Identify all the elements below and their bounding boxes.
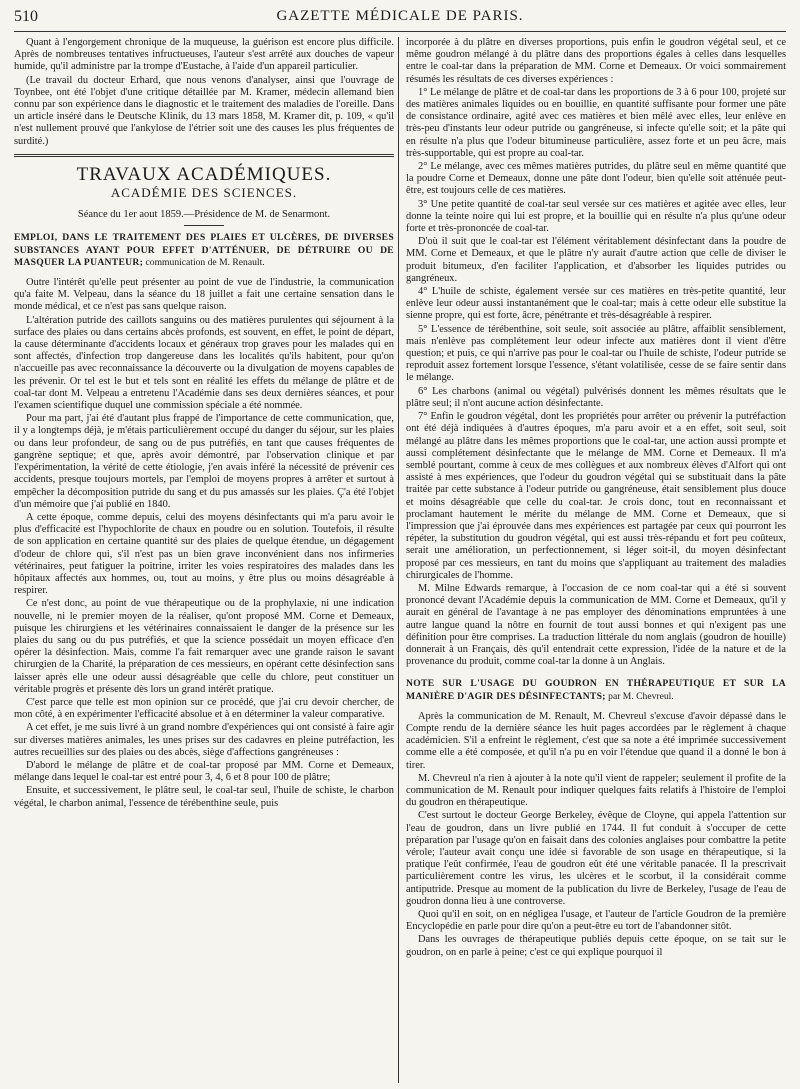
paragraph: A cette époque, comme depuis, celui des moyens désinfectants qui m'a paru avoir le plus d'efficacité est l'hypochlorite de chaux en poudre ou en solution. Toutefois, il résulte de son application en certaine quantité sur des plaies de quelque étendue, un dégagement d'odeur de chlore qui, s'il n'est pas un bien grave inconvénient dans nos infirmeries vétérinaires, peut fatiguer la poitrine, irriter les voies respiratoires des malades dans les hôpitaux affectés aux hommes, ou, tout au moins, y être plus ou moins désagréable à respirer. bbox=[14, 511, 394, 597]
article-heading-author: communication de M. Renault. bbox=[143, 256, 265, 268]
paragraph: 2° Le mélange, avec ces mêmes matières putrides, du plâtre seul en même quantité que la poudre Corne et Demeaux, donne une pâte dont l'odeur, bien qu'elle soit atténuée peut-être, est toujours celle de ces matières. bbox=[406, 161, 786, 197]
paragraph: Quant à l'engorgement chronique de la muqueuse, la guérison est encore plus difficile. Après de nombreuses tentatives infructueuses, l'auteur s'est arrêté aux douches de vapeur humide, qu'il administre par la trompe d'Eustache, à l'aide d'un appareil particulier. bbox=[14, 37, 394, 73]
page-number: 510 bbox=[14, 8, 38, 25]
paragraph: Après la communication de M. Renault, M. Chevreul s'excuse d'avoir dépassé dans le Compte rendu de la dernière séance les huit pages accordées par le règlement à chaque académicien. S'il a enfreint le règlement, c'est que sa note a été imprimée successivement comme elle a été composée, et qu'il n'a pu en voir l'étendue que quand il a donné le bon à tirer. bbox=[406, 710, 786, 771]
paragraph: M. Milne Edwards remarque, à l'occasion de ce nom coal-tar qui a été si souvent prononcé devant l'Académie depuis la communication de MM. Corne et Demeaux, qu'il y aurait en général de l'avantage à ne pas employer des dénominations empruntées à une autre langue quand la nôtre en fournit de tout aussi bonnes et qui n'exigent pas une définition pour être comprises. La traduction littérale du nom anglais (goudron de houille) donnerait à un Français, dès qu'il entendrait cette expression, l'idée de la nature et de la provenance du produit, comme coal-tar la donne à un Anglais. bbox=[406, 582, 786, 668]
article-heading-caps: EMPLOI, DANS LE TRAITEMENT DES PLAIES ET ULCÈRES, DE DIVERSES SUBSTANCES AYANT POUR EFFET D'ATTÉNUER, DE DÉTRUIRE OU DE MASQUER LA PUANTEUR; bbox=[14, 232, 394, 268]
paragraph: Ce n'est donc, au point de vue thérapeutique ou de la prophylaxie, ni une indication nouvelle, ni le premier moyen de la réaliser, qu'ont proposé MM. Corne et Demeaux, puisque les chirurgiens et les vétérinaires connaissaient le danger de la présence sur les plaies du sang ou du pus putréfiés, et que la science possédait un moyen efficace d'en opérer la désinfection. Mais, comme l'a fait remarquer avec une grande raison le savant chirurgien de la Charité, la préparation de ces messieurs, en opérant cette désinfection sans laisser après elle une odeur aussi désagréable que celle du chlore, peut constituer un véritable progrès et présente dès lors un grand intérêt pratique. bbox=[14, 598, 394, 695]
left-column bbox=[14, 37, 394, 1083]
article-heading-author: par M. Chevreul. bbox=[605, 690, 674, 702]
journal-title: GAZETTE MÉDICALE DE PARIS. bbox=[276, 8, 524, 24]
paragraph: Outre l'intérêt qu'elle peut présenter au point de vue de l'industrie, la communication qu'a faite M. Velpeau, dans la séance du 18 juillet a fait une certaine sensation dans le monde médical, et ce n'est pas sans quelque raison. bbox=[14, 277, 394, 313]
column-divider bbox=[398, 37, 399, 1083]
paragraph: Quoi qu'il en soit, on en négligea l'usage, et l'auteur de l'article Goudron de la première Encyclopédie en parle pour dire qu'on a peut-être eu tort de l'abandonner sitôt. bbox=[406, 909, 786, 933]
article-heading-caps: NOTE SUR L'USAGE DU GOUDRON EN THÉRAPEUTIQUE ET SUR LA MANIÈRE D'AGIR DES DÉSINFECTANTS; bbox=[406, 678, 786, 702]
section-title: TRAVAUX ACADÉMIQUES. bbox=[76, 163, 332, 185]
article-heading bbox=[14, 232, 394, 269]
right-column bbox=[406, 37, 786, 1083]
article-heading bbox=[406, 678, 786, 702]
paragraph: M. Chevreul n'a rien à ajouter à la note qu'il vient de rappeler; seulement il profite de la communication de M. Renault pour indiquer quelques faits relatifs à l'histoire de l'emploi du goudron en thérapeutique. bbox=[406, 772, 786, 809]
paragraph: incorporée à du plâtre en diverses proportions, puis enfin le goudron végétal seul, et ce même goudron mélangé à du plâtre dans des proportions égales à celles dans lesquelles entre le coal-tar dans la préparation de MM. Corne et Demeaux. Or voici sommairement résumés les résultats de ces diverses expériences : bbox=[406, 37, 786, 85]
session-line: Séance du 1er aout 1859.—Présidence de M. de Senarmont. bbox=[77, 209, 331, 221]
paragraph: 4° L'huile de schiste, également versée sur ces matières en très-petite quantité, leur enlève leur odeur aussi instantanément que le coal-tar; mais à cette odeur elle substitue la sienne propre, qui est forte, âcre, pénétrante et très-désagréable à respirer. bbox=[406, 286, 786, 322]
section-divider bbox=[14, 154, 394, 157]
subsection-title: ACADÉMIE DES SCIENCES. bbox=[110, 185, 298, 201]
paragraph: L'altération putride des caillots sanguins ou des matières purulentes qui séjournent à la surface des plaies ou dans certains abcès profonds, est souvent, en effet, le point de départ, la cause déterminante d'accidents locaux et généraux trop graves pour les malades qui en sont affectés, d'infection trop dangereuse dans les localités qu'ils habitent, pour qu'on n'accueille pas avec reconnaissance la découverte ou la divulgation de moyens capables de les prévenir. Or tel est le but et tels sont en réalité les effets du mélange de plâtre et de coal-tar dont M. Velpeau a entretenu l'Académie dans ses deux dernières séances, et pour l'examen scientifique duquel une commission spéciale a été nommée. bbox=[14, 314, 394, 412]
paragraph: 7° Enfin le goudron végétal, dont les propriétés pour arrêter ou prévenir la putréfaction ont été déjà indiquées à d'autres époques, m'a paru avoir et a en effet, soit seul, soit mélangé au plâtre dans les mêmes proportions que le coal-tar, une action aussi prompte et aussi complétement désinfectante que le mélange de MM. Corne et Demeaux. Il m'a semblé pourtant, comme à ceux de mes collègues et aux nombreux élèves d'Alfort qui ont assisté à mes expériences, que l'odeur du goudron végétal qui se substituait dans la pâte traitée par cette substance à l'odeur putride ou gangréneuse, était sensiblement plus douce et moins désagréable que celle du coal-tar. Je crois donc, tout en reconnaissant et proclamant hautement le mérite du mélange de MM. Corne et Demeaux, que si l'impression que j'ai éprouvée dans mes expériences est partagée par ceux qui pourront les répéter, la substitution du goudron végétal, qui est aussi très-répandu et fort peu coûteux, serait une amélioration, un perfectionnement, si léger soit-il, du moyen désinfectant proposé par ces messieurs, en tant du moins que s'appliquant au traitement des maladies chirurgicales de l'homme. bbox=[406, 411, 786, 581]
paragraph: (Le travail du docteur Erhard, que nous venons d'analyser, ainsi que l'ouvrage de Toynbee, ont été l'objet d'une critique détaillée par M. Kramer, médecin allemand bien connu par son expérience dans le diagnostic et le traitement des maladies de l'oreille. Dans un article inséré dans le Deutsche Klinik, du 13 mars 1858, M. Kramer dit, p. 109, « qu'il n'est nullement prouvé que l'ankylose de l'étrier soit une des causes les plus fréquentes de surdité.) bbox=[14, 74, 394, 147]
short-divider bbox=[184, 225, 224, 226]
paragraph: Pour ma part, j'ai été d'autant plus frappé de l'importance de cette communication, que, il y a longtemps déjà, je m'étais particulièrement occupé du danger du séjour, sur les plaies ou dans leur profondeur, de sang ou de pus putréfiés, en tant que causes fréquentes de gangrène septique; et que, après avoir démontré, par l'observation clinique et par l'expérimentation, la vérité de cette étiologie, j'en avais inféré la nécessité de prévenir ces accidents, presque toujours mortels, par l'emploi de moyens propres à arrêter et surtout à empêcher la décomposition putride du sang et du pus amassés sur les plaies. Ç'a été l'objet d'un mémoire que j'ai publié en 1840. bbox=[14, 413, 394, 510]
paragraph: D'où il suit que le coal-tar est l'élément véritablement désinfectant dans la poudre de MM. Corne et Demeaux, et que le plâtre n'y aurait d'autre action que celle de diviser le produit bitumeux, d'en faciliter l'application, et d'absorber les liquides putrides ou gangréneux. bbox=[406, 236, 786, 284]
paragraph: Dans les ouvrages de thérapeutique publiés depuis cette époque, on se tait sur le goudron, on en parle à peine; c'est ce qui explique pourquoi il bbox=[406, 934, 786, 958]
paragraph: D'abord le mélange de plâtre et de coal-tar proposé par MM. Corne et Demeaux, mélange dans lequel le coal-tar est entré pour 3, 4, 6 et 8 pour 100 de plâtre; bbox=[14, 759, 394, 784]
header-rule bbox=[14, 31, 786, 32]
paragraph: 1° Le mélange de plâtre et de coal-tar dans les proportions de 3 à 6 pour 100, projeté sur des matières animales liquides ou en bouillie, en quantité suffisante pour former une pâte de consistance ordinaire, agité avec ces matières et bien mêlé avec elles, leur enlève en très-peu d'instants leur odeur putride ou gangréneuse, si infecte qu'elle soit; et la pâte qui en résulte n'a plus que l'odeur bitumineuse particulière, assez forte et un peu âcre, mais très-supportable, qui est propre au coal-tar. bbox=[406, 86, 786, 159]
paragraph: C'est surtout le docteur George Berkeley, évêque de Cloyne, qui appela l'attention sur l'eau de goudron, dans un livre publié en 1744. Il fut conduit à s'occuper de cette préparation par l'usage qu'on en faisait dans des colonies anglaises pour combattre la petite vérole; l'auteur avait conçu une idée si favorable de son usage en thérapeutique, si la pratique l'eût confirmée, l'eau de goudron eût été une véritable panacée. Il la prescrivait particulièrement contre les virus, les ulcères et le scorbut, il la considérait comme antiputride. Presque au moment de la publication du livre de Berkeley, l'usage de l'eau de goudron donna lieu à une controverse. bbox=[406, 810, 786, 907]
paragraph: Ensuite, et successivement, le plâtre seul, le coal-tar seul, l'huile de schiste, le charbon végétal, le charbon animal, l'essence de térébenthine seule, puis bbox=[14, 785, 394, 809]
page-header bbox=[14, 6, 786, 32]
paragraph: 5° L'essence de térébenthine, soit seule, soit associée au plâtre, affaiblit sensiblement, mais n'enlève pas complétement leur odeur infecte aux matières dont il vient d'être question; et puis, ce qui n'arrive pas pour le coal-tar ou l'huile de schiste, l'odeur putride se reproduit assez fortement lorsque l'essence, s'étant volatilisée, cesse de se faire sentir dans le mélange. bbox=[406, 323, 786, 384]
paragraph: 6° Les charbons (animal ou végétal) pulvérisés donnent les mêmes résultats que le plâtre seul; il n'ont aucune action désinfectante. bbox=[406, 385, 786, 409]
paragraph: C'est parce que telle est mon opinion sur ce procédé, que j'ai cru devoir chercher, de mon côté, à en expérimenter l'efficacité absolue et à en déterminer la valeur comparative. bbox=[14, 696, 394, 721]
paragraph: A cet effet, je me suis livré à un grand nombre d'expériences qui ont consisté à faire agir sur diverses matières animales, les unes prises sur des cadavres en pleine putréfaction, les autres recueillies sur des plaies ou des abcès, siège d'affections gangréneuses : bbox=[14, 722, 394, 758]
paragraph: 3° Une petite quantité de coal-tar seul versée sur ces matières et agitée avec elles, leur donne la teinte noire qui lui est propre, et la bouillie qui en résulte n'a plus qu'une odeur forte et très-prononcée de coal-tar. bbox=[406, 198, 786, 235]
